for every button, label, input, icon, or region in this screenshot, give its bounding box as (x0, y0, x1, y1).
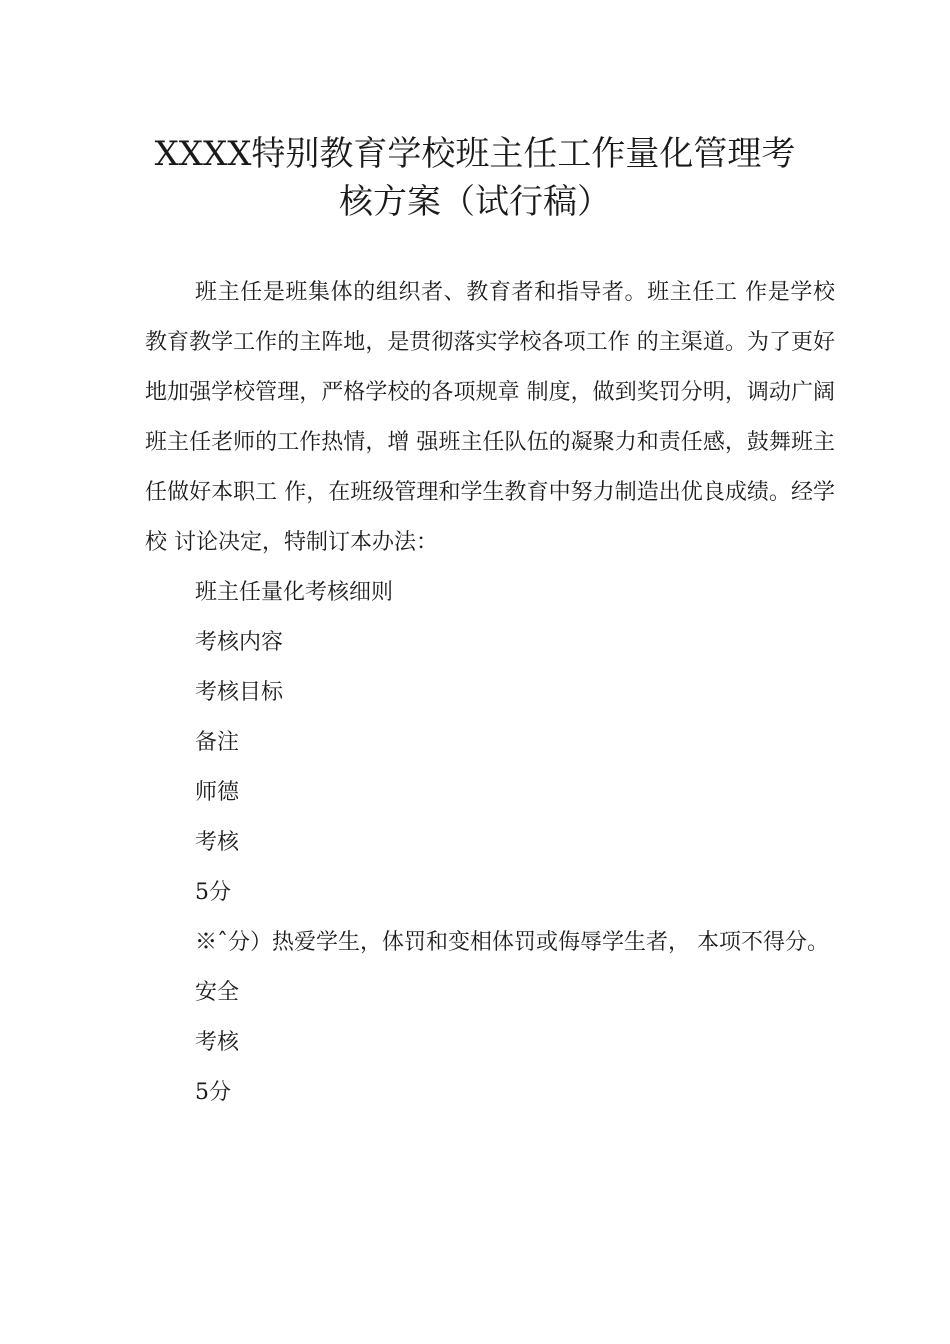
list-item: 备注 (195, 730, 240, 755)
title-line-1: XXXX特别教育学校班主任工作量化管理考 (154, 134, 796, 174)
list-item: 5分 (195, 880, 231, 905)
list-item: 考核目标 (195, 680, 284, 705)
list-item: 考核 (195, 1030, 240, 1055)
title-line-2: 核方案（试行稿） (339, 182, 611, 222)
list-item: 5分 (195, 1080, 231, 1105)
list-item: 考核 (195, 830, 240, 855)
section-heading: 班主任量化考核细则 (195, 580, 394, 605)
document-body (145, 268, 835, 1118)
list-item: 考核内容 (195, 630, 284, 655)
intro-paragraph: 班主任是班集体的组织者、教育者和指导者。班主任工 作是学校教育教学工作的主阵地，是贯彻落实学校各项工作 的主渠道。为了更好地加强学校管理，严格学校的各项规章 制度，做到奖罚分明，调动广阔班主任老师的工作热情，增 强班主任队伍的凝聚力和责任感，鼓舞班主任做好本职工 作，在班级管理和学生教育中努力制造出优良成绩。经学校 讨论决定，特制订本办法： (145, 280, 835, 555)
document-title (120, 130, 830, 226)
list-item: 师德 (195, 780, 240, 805)
note-paragraph: ※ˆ分）热爱学生，体罚和变相体罚或侮辱学生者， 本项不得分。 (195, 930, 829, 955)
list-item: 安全 (195, 980, 240, 1005)
